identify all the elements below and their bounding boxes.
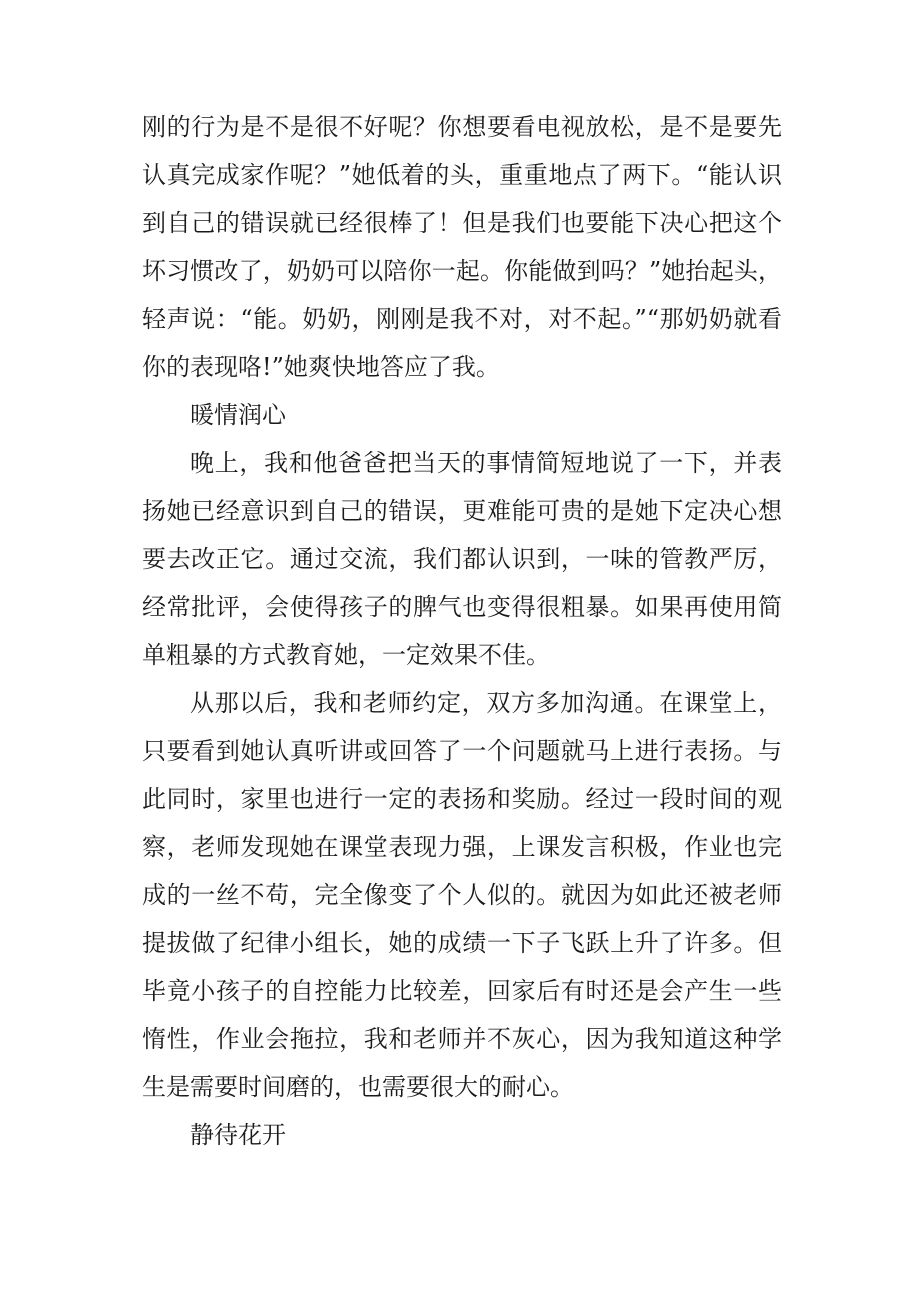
paragraph-evening-talk: 晚上，我和他爸爸把当天的事情简短地说了一下，并表扬她已经意识到自己的错误，更难能可贵的是她下定决心想要去改正它。通过交流，我们都认识到，一味的管教严厉，经常批评，会使得孩子的脾气也变得很粗暴。如果再使用简单粗暴的方式教育她，一定效果不佳。 xyxy=(142,449,782,669)
section-heading-warm-heart: 暖情润心 xyxy=(190,401,286,429)
document-body xyxy=(142,103,782,1159)
paragraph-continuation: 刚的行为是不是很不好呢？你想要看电视放松，是不是要先认真完成家作呢？”她低着的头，重重地点了两下。“能认识到自己的错误就已经很棒了！但是我们也要能下决心把这个坏习惯改了，奶奶可以陪你一起。你能做到吗？”她抬起头，轻声说：“能。奶奶，刚刚是我不对，对不起。”“那奶奶就看你的表现咯!”她爽快地答应了我。 xyxy=(142,113,782,381)
section-heading-wait-for-bloom: 静待花开 xyxy=(190,1121,286,1149)
paragraph-teacher-agreement: 从那以后，我和老师约定，双方多加沟通。在课堂上，只要看到她认真听讲或回答了一个问题就马上进行表扬。与此同时，家里也进行一定的表扬和奖励。经过一段时间的观察，老师发现她在课堂表现力强，上课发言积极，作业也完成的一丝不苟，完全像变了个人似的。就因为如此还被老师提拔做了纪律小组长，她的成绩一下子飞跃上升了许多。但毕竟小孩子的自控能力比较差，回家后有时还是会产生一些惰性，作业会拖拉，我和老师并不灰心，因为我知道这种学生是需要时间磨的，也需要很大的耐心。 xyxy=(142,689,782,1101)
